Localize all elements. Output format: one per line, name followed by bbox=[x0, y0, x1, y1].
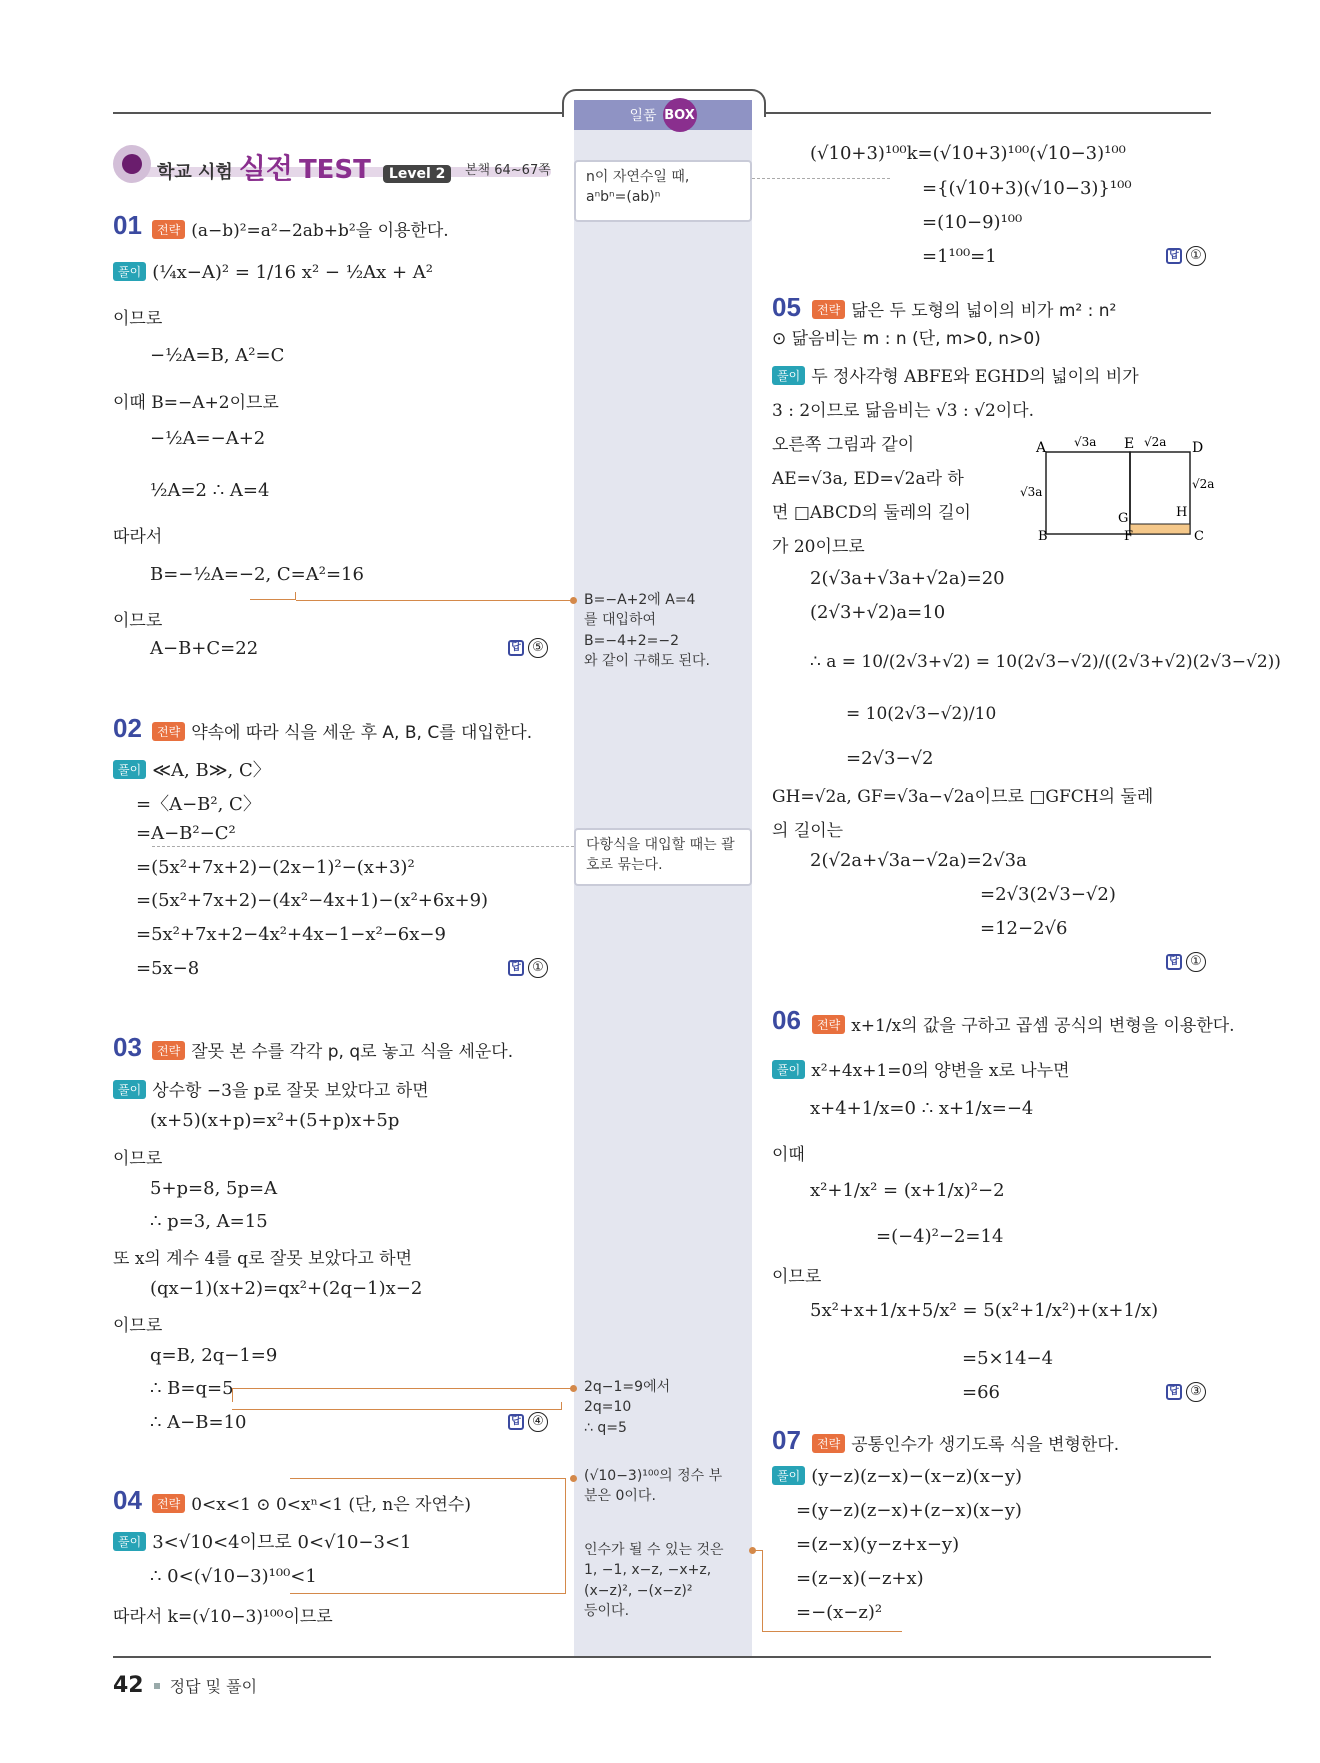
q03-line-9: q=B, 2q−1=9 bbox=[150, 1345, 278, 1366]
q05-line-1: 풀이 두 정사각형 ABFE와 EGHD의 넓이의 비가 bbox=[772, 362, 1139, 387]
q02-answer: 답 ① bbox=[508, 958, 548, 978]
q05-line-7: 2(√3a+√3a+√2a)=20 bbox=[810, 568, 1005, 589]
label-e: E bbox=[1124, 436, 1135, 452]
strategy-tag: 전략 bbox=[152, 1041, 185, 1060]
q01-line-7: 따라서 bbox=[113, 527, 163, 547]
connector-dot-2 bbox=[570, 1385, 577, 1392]
q05-square-figure bbox=[1018, 432, 1215, 544]
strategy-tag: 전략 bbox=[812, 1015, 845, 1034]
q07-number: 07 bbox=[772, 1425, 801, 1455]
label-b: B bbox=[1038, 529, 1048, 544]
q05-line-16: =12−2√6 bbox=[980, 918, 1068, 939]
solution-tag: 풀이 bbox=[113, 760, 146, 779]
q01-answer: 답 ⑤ bbox=[508, 638, 548, 658]
q03-line-8: 이므로 bbox=[113, 1316, 163, 1336]
q05-line-14: 2(√2a+√3a−√2a)=2√3a bbox=[810, 850, 1027, 871]
answer-icon: 답 bbox=[1166, 248, 1182, 264]
q05-line-10: = 10(2√3−√2)/10 bbox=[846, 704, 997, 724]
q05-line-8: (2√3+√2)a=10 bbox=[810, 602, 946, 623]
answer-icon: 답 bbox=[508, 960, 524, 976]
q03-answer: 답 ④ bbox=[508, 1412, 548, 1432]
bottom-rule bbox=[113, 1656, 1211, 1658]
book-reference: 본책 64~67쪽 bbox=[465, 163, 551, 178]
q05-line-2: 3 : 2이므로 닮음비는 √3 : √2이다. bbox=[772, 401, 1035, 421]
side-note-factors: 인수가 될 수 있는 것은 1, −1, x−z, −x+z, (x−z)², −(x−z)² 등이다. bbox=[584, 1542, 724, 1619]
label-c: C bbox=[1194, 529, 1204, 544]
q06-line-3: 이때 bbox=[772, 1145, 805, 1165]
label-ed: √2a bbox=[1144, 435, 1167, 449]
q06-answer: 답 ③ bbox=[1166, 1382, 1206, 1402]
q03-line-2: (x+5)(x+p)=x²+(5+p)x+5p bbox=[150, 1110, 400, 1131]
banner-title bbox=[157, 147, 451, 187]
strategy-tag: 전략 bbox=[812, 300, 845, 319]
q01-strategy: 전략 (a−b)²=a²−2ab+b²을 이용한다. bbox=[152, 216, 449, 241]
q01-number: 01 bbox=[113, 210, 142, 240]
solution-tag: 풀이 bbox=[772, 366, 805, 385]
label-g: G bbox=[1118, 511, 1129, 526]
q04-number: 04 bbox=[113, 1485, 142, 1515]
q03-line-1: 풀이 상수항 −3을 p로 잘못 보았다고 하면 bbox=[113, 1076, 429, 1101]
top-rule-left bbox=[113, 112, 565, 114]
q03-line-10: ∴ B=q=5 bbox=[150, 1378, 234, 1399]
q04-strategy: 전략 0<x<1 ⊙ 0<xⁿ<1 (단, n은 자연수) bbox=[152, 1490, 471, 1515]
side-note-q: 2q−1=9에서 2q=10 ∴ q=5 bbox=[584, 1379, 671, 1436]
label-a: A bbox=[1036, 440, 1047, 456]
q05-line-11: =2√3−√2 bbox=[846, 748, 934, 769]
q05-line-12: GH=√2a, GF=√3a−√2a이므로 □GFCH의 둘레 bbox=[772, 787, 1154, 807]
label-ab: √3a bbox=[1020, 485, 1043, 499]
solution-tag: 풀이 bbox=[113, 1080, 146, 1099]
q01-line-2: 이므로 bbox=[113, 309, 163, 329]
label-d: D bbox=[1192, 440, 1204, 456]
q01-line-5: −½A=−A+2 bbox=[150, 428, 266, 449]
side-note-substitute: B=−A+2에 A=4 를 대입하여 B=−4+2=−2 와 같이 구해도 된다. bbox=[584, 592, 710, 669]
q04-cont-line-1: (√10+3)¹⁰⁰k=(√10+3)¹⁰⁰(√10−3)¹⁰⁰ bbox=[810, 143, 1126, 164]
q06-line-4: x²+1/x² = (x+1/x)²−2 bbox=[810, 1180, 1005, 1201]
solution-tag: 풀이 bbox=[772, 1060, 805, 1079]
connector-1b bbox=[250, 592, 296, 600]
q01-line-3: −½A=B, A²=C bbox=[150, 345, 285, 366]
banner-small: 학교 시험 bbox=[157, 162, 233, 183]
q06-line-9: =66 bbox=[962, 1382, 1000, 1403]
q02-strategy: 전략 약속에 따라 식을 세운 후 A, B, C를 대입한다. bbox=[152, 718, 532, 743]
strategy-tag: 전략 bbox=[812, 1434, 845, 1453]
q01-line-6: ½A=2 ∴ A=4 bbox=[150, 480, 270, 501]
q05-line-9: ∴ a = 10/(2√3+√2) = 10(2√3−√2)/((2√3+√2)(2√3−√2)) bbox=[810, 652, 1281, 672]
q01-line-8: B=−½A=−2, C=A²=16 bbox=[150, 564, 364, 585]
answer-icon: 답 bbox=[1166, 954, 1182, 970]
q04-line-1: 풀이 3<√10<4이므로 0<√10−3<1 bbox=[113, 1528, 412, 1554]
q06-line-5: =(−4)²−2=14 bbox=[876, 1226, 1004, 1247]
connector-2b bbox=[232, 1402, 562, 1410]
footer-square-icon bbox=[154, 1683, 160, 1689]
dash-connector-1 bbox=[752, 178, 890, 179]
side-box-power-rule: n이 자연수일 때, aⁿbⁿ=(ab)ⁿ bbox=[574, 160, 752, 222]
solution-tag: 풀이 bbox=[113, 1532, 146, 1551]
page-footer bbox=[113, 1673, 257, 1698]
footer-label: 정답 및 풀이 bbox=[169, 1677, 258, 1696]
q05-line-6: 가 20이므로 bbox=[772, 537, 865, 557]
label-ae: √3a bbox=[1074, 435, 1097, 449]
answer-icon: 답 bbox=[508, 1414, 524, 1430]
strategy-tag: 전략 bbox=[152, 722, 185, 741]
q07-line-2: =(y−z)(z−x)+(z−x)(x−y) bbox=[796, 1500, 1022, 1521]
q02-line-4: =(5x²+7x+2)−(2x−1)²−(x+3)² bbox=[136, 857, 415, 878]
q05-strategy: 전략 닮은 두 도형의 넓이의 비가 m² : n² bbox=[812, 296, 1116, 321]
connector-dot-3 bbox=[570, 1475, 577, 1482]
q02-line-3: =A−B²−C² bbox=[136, 823, 236, 844]
rect-gfch bbox=[1130, 524, 1190, 534]
q06-number: 06 bbox=[772, 1005, 801, 1035]
q04-answer: 답 ① bbox=[1166, 246, 1206, 266]
solution-tag: 풀이 bbox=[113, 262, 146, 281]
q05-answer: 답 ① bbox=[1166, 952, 1206, 972]
q06-line-1: 풀이 x²+4x+1=0의 양변을 x로 나누면 bbox=[772, 1056, 1070, 1081]
page-number: 42 bbox=[113, 1673, 144, 1698]
label-f: F bbox=[1124, 529, 1134, 544]
q07-line-5: =−(x−z)² bbox=[796, 1602, 883, 1623]
q05-line-15: =2√3(2√3−√2) bbox=[980, 884, 1116, 905]
strategy-tag: 전략 bbox=[152, 220, 185, 239]
q07-line-4: =(z−x)(−z+x) bbox=[796, 1568, 924, 1589]
connector-dot-1 bbox=[570, 597, 577, 604]
q01-line-1: 풀이 (¼x−A)² = 1/16 x² − ½Ax + A² bbox=[113, 262, 433, 283]
q01-line-10: A−B+C=22 bbox=[150, 638, 259, 659]
box-label: BOX bbox=[663, 98, 697, 132]
q06-line-7: 5x²+x+1/x+5/x² = 5(x²+1/x²)+(x+1/x) bbox=[810, 1300, 1159, 1321]
answer-icon: 답 bbox=[1166, 1384, 1182, 1400]
section-banner bbox=[113, 145, 551, 183]
q05-line-13: 의 길이는 bbox=[772, 821, 844, 841]
rect-efcd bbox=[1130, 452, 1190, 534]
connector-dot-4 bbox=[749, 1547, 756, 1554]
q02-line-1: 풀이 ≪A, B≫, C〉 bbox=[113, 756, 271, 782]
q05-line-3: 오른쪽 그림과 같이 bbox=[772, 435, 915, 455]
q06-strategy: 전략 x+1/x의 값을 구하고 곱셈 공식의 변형을 이용한다. bbox=[812, 1011, 1235, 1036]
label-h: H bbox=[1176, 505, 1188, 520]
strategy-tag: 전략 bbox=[152, 1494, 185, 1513]
ilpum-box-header bbox=[574, 100, 752, 130]
q02-line-2: =〈A−B², C〉 bbox=[136, 794, 261, 815]
box-label-prefix: 일품 bbox=[629, 108, 657, 124]
q03-line-7: (qx−1)(x+2)=qx²+(2q−1)x−2 bbox=[150, 1278, 423, 1299]
q05-line-4: AE=√3a, ED=√2a라 하 bbox=[772, 469, 964, 489]
q04-cont-line-3: =(10−9)¹⁰⁰ bbox=[922, 212, 1023, 233]
q02-number: 02 bbox=[113, 713, 142, 743]
q04-line-3: 따라서 k=(√10−3)¹⁰⁰이므로 bbox=[113, 1607, 333, 1627]
q06-line-6: 이므로 bbox=[772, 1267, 822, 1287]
q04-line-2: ∴ 0<(√10−3)¹⁰⁰<1 bbox=[150, 1566, 317, 1587]
q02-line-6: =5x²+7x+2−4x²+4x−1−x²−6x−9 bbox=[136, 924, 446, 945]
q02-line-5: =(5x²+7x+2)−(4x²−4x+1)−(x²+6x+9) bbox=[136, 890, 489, 911]
label-dc: √2a bbox=[1192, 477, 1215, 491]
connector-1 bbox=[296, 600, 574, 601]
q03-line-6: 또 x의 계수 4를 q로 잘못 보았다고 하면 bbox=[113, 1249, 413, 1269]
q04-cont-line-4: =1¹⁰⁰=1 bbox=[922, 246, 997, 267]
level-badge: Level 2 bbox=[383, 165, 451, 183]
q01-line-9: 이므로 bbox=[113, 611, 163, 631]
dash-connector-2 bbox=[152, 846, 574, 847]
side-note-integer-part: (√10−3)¹⁰⁰의 정수 부 분은 0이다. bbox=[584, 1468, 723, 1505]
q07-strategy: 전략 공통인수가 생기도록 식을 변형한다. bbox=[812, 1430, 1119, 1455]
q05-line-5: 면 □ABCD의 둘레의 길이 bbox=[772, 503, 971, 523]
q03-number: 03 bbox=[113, 1032, 142, 1062]
q01-line-4: 이때 B=−A+2이므로 bbox=[113, 393, 279, 413]
connector-3 bbox=[290, 1478, 566, 1594]
answer-icon: 답 bbox=[508, 640, 524, 656]
q03-line-5: ∴ p=3, A=15 bbox=[150, 1211, 268, 1232]
q03-strategy: 전략 잘못 본 수를 각각 p, q로 놓고 식을 세운다. bbox=[152, 1037, 513, 1062]
q03-line-3: 이므로 bbox=[113, 1149, 163, 1169]
q03-line-11: ∴ A−B=10 bbox=[150, 1412, 247, 1433]
top-rule-right bbox=[763, 112, 1211, 114]
side-box-parentheses: 다항식을 대입할 때는 괄 호로 묶는다. bbox=[574, 828, 752, 886]
q07-line-1: 풀이 (y−z)(z−x)−(x−z)(x−y) bbox=[772, 1466, 1022, 1487]
q02-line-7: =5x−8 bbox=[136, 958, 200, 979]
q04-cont-line-2: ={(√10+3)(√10−3)}¹⁰⁰ bbox=[922, 178, 1132, 199]
solution-tag: 풀이 bbox=[772, 1466, 805, 1485]
q05-number: 05 bbox=[772, 292, 801, 322]
banner-dot-inner bbox=[122, 154, 142, 174]
q06-line-2: x+4+1/x=0 ∴ x+1/x=−4 bbox=[810, 1098, 1034, 1119]
banner-big: 실전 bbox=[238, 152, 293, 185]
q07-line-3: =(z−x)(y−z+x−y) bbox=[796, 1534, 960, 1555]
connector-2 bbox=[232, 1388, 574, 1402]
banner-test: TEST bbox=[298, 155, 371, 185]
q06-line-8: =5×14−4 bbox=[962, 1348, 1054, 1369]
q05-strategy-2: ⊙ 닮음비는 m : n (단, m>0, n>0) bbox=[772, 329, 1041, 349]
q03-line-4: 5+p=8, 5p=A bbox=[150, 1178, 278, 1199]
